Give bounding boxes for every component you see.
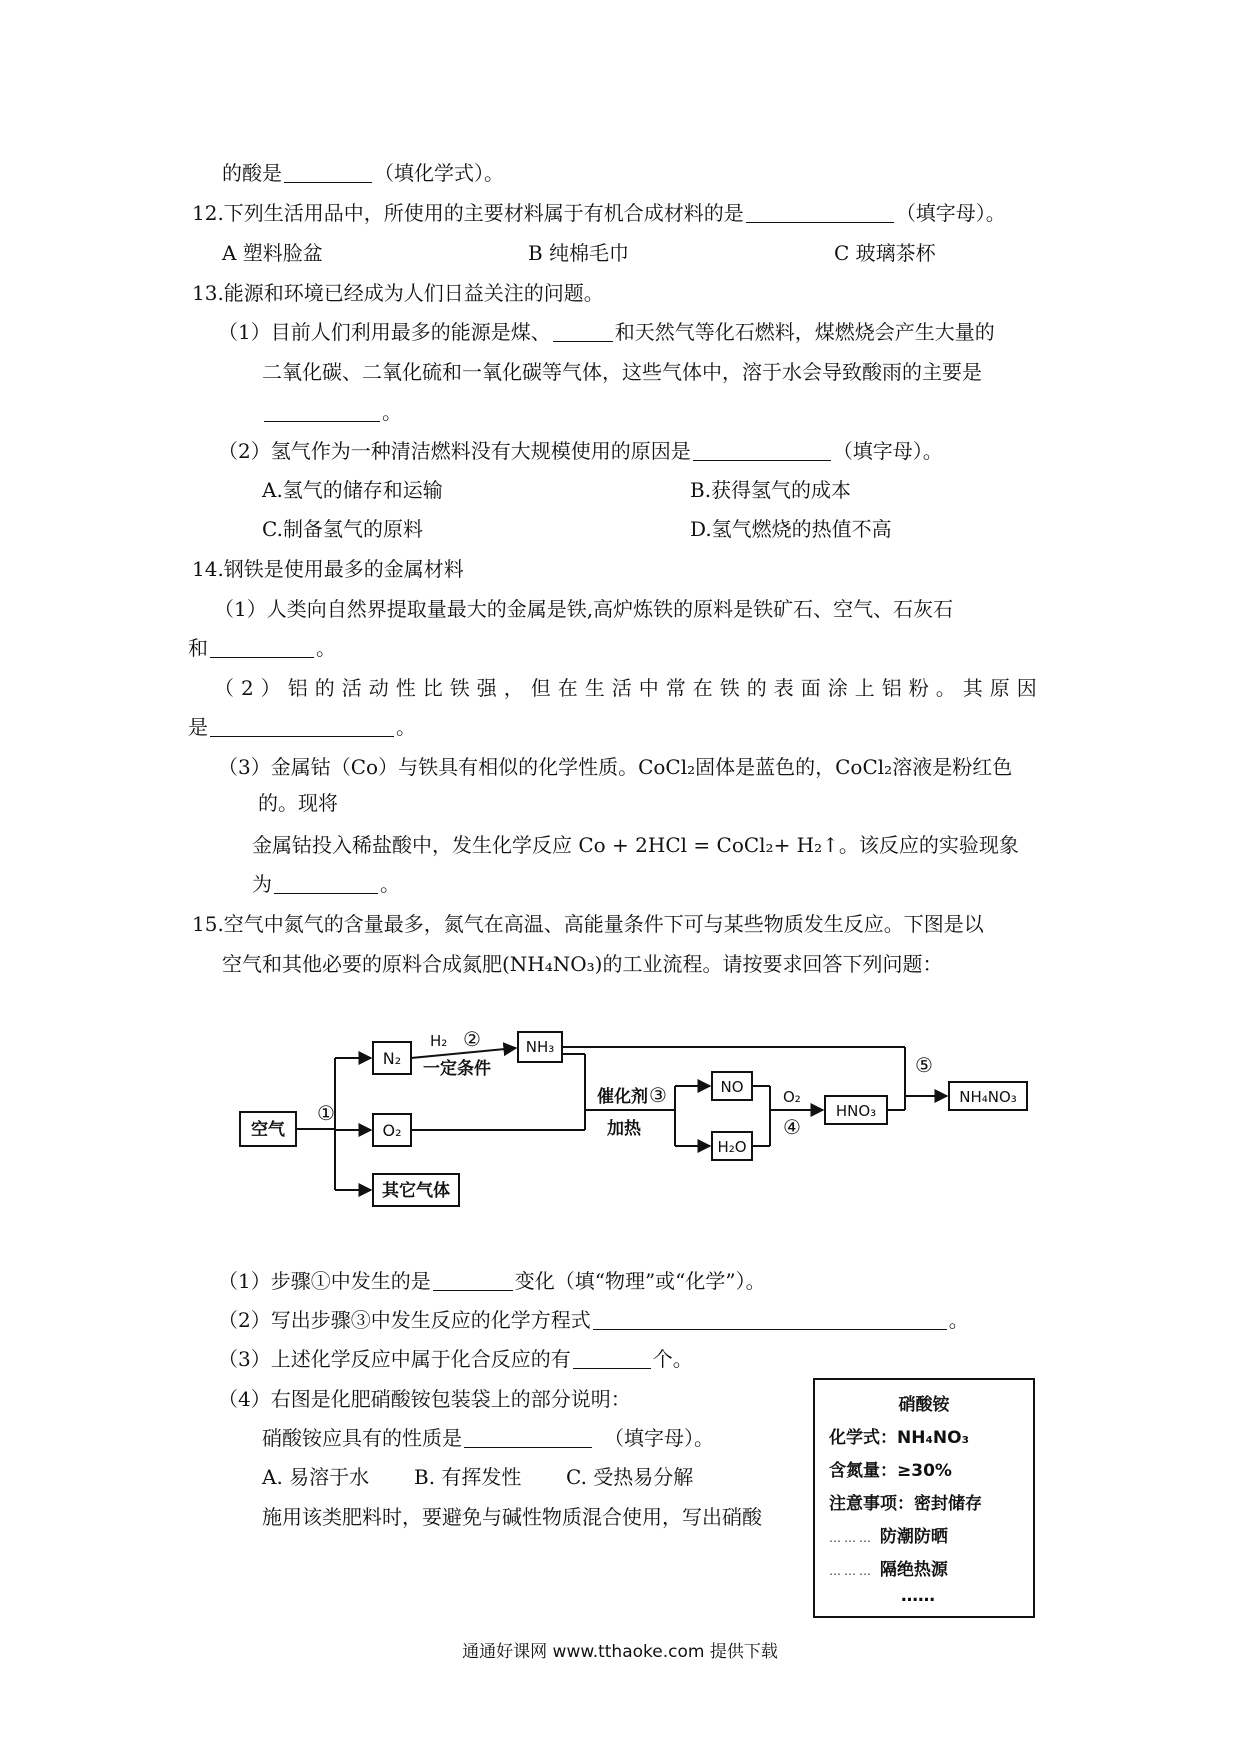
label-formula: 化学式：NH₄NO₃ bbox=[829, 1428, 970, 1448]
step2-marker: ② bbox=[463, 1027, 481, 1051]
q15-sub4: （4）右图是化肥硝酸铵包装袋上的部分说明： bbox=[218, 1387, 631, 1411]
answer-blank[interactable] bbox=[553, 321, 613, 342]
other-gas-label: 其它气体 bbox=[382, 1181, 450, 1201]
label-note-1: ……… 防潮防晒 bbox=[829, 1527, 948, 1547]
nh4no3-label: NH₄NO₃ bbox=[959, 1088, 1017, 1106]
fertilizer-label-box bbox=[813, 1378, 1035, 1618]
q13-option-c: C.制备氢气的原料 bbox=[262, 517, 423, 541]
step3-marker: ③ bbox=[649, 1083, 667, 1107]
q14-part1-line2: 和 。 bbox=[188, 636, 336, 660]
q13-part1-line3: 。 bbox=[262, 399, 402, 425]
q13-option-d: D.氢气燃烧的热值不高 bbox=[690, 517, 892, 541]
q13-option-b: B.获得氢气的成本 bbox=[690, 478, 852, 502]
q15-stem-line1: 15.空气中氮气的含量最多，氮气在高温、高能量条件下可与某些物质发生反应。下图是以 bbox=[192, 912, 984, 936]
heat-label: 加热 bbox=[607, 1119, 641, 1139]
q15-stem-line2: 空气和其他必要的原料合成氮肥(NH₄NO₃)的工业流程。请按要求回答下列问题： bbox=[222, 952, 943, 976]
no-label: NO bbox=[720, 1078, 744, 1096]
process-flow-diagram bbox=[235, 1022, 1055, 1212]
label-notes-heading: 注意事项：密封储存 bbox=[829, 1494, 982, 1514]
catalyst-label: 催化剂 bbox=[597, 1087, 648, 1107]
q15-option-a: A. 易溶于水 bbox=[262, 1465, 370, 1489]
q14-part3-line3: 金属钴投入稀盐酸中，发生化学反应 Co + 2HCl = CoCl₂+ H₂↑。该反应的实验现象 bbox=[252, 833, 1019, 857]
q15-sub4-extra: 施用该类肥料时，要避免与碱性物质混合使用，写出硝酸 bbox=[262, 1505, 762, 1529]
q15-sub1: （1）步骤①中发生的是 变化（填“物理”或“化学”）。 bbox=[218, 1269, 766, 1293]
q14-part3-line1: （3）金属钴（Co）与铁具有相似的化学性质。CoCl₂固体是蓝色的，CoCl₂溶液是粉红色 bbox=[218, 755, 1013, 779]
q14-part2-line2: 是 。 bbox=[188, 715, 416, 739]
q11-tail: 的酸是 （填化学式）。 bbox=[222, 161, 504, 185]
q14-part1-line1: （1）人类向自然界提取量最大的金属是铁,高炉炼铁的原料是铁矿石、空气、石灰石 bbox=[214, 597, 954, 621]
answer-blank[interactable] bbox=[284, 162, 372, 183]
answer-blank[interactable] bbox=[264, 401, 380, 422]
q15-sub3: （3）上述化学反应中属于化合反应的有 个。 bbox=[218, 1347, 693, 1371]
q12-option-a: A 塑料脸盆 bbox=[222, 241, 323, 265]
page-footer: 通通好课网 www.tthaoke.com 提供下载 bbox=[462, 1642, 778, 1662]
q12-option-c: C 玻璃茶杯 bbox=[834, 241, 936, 265]
q14-part2-line1: （2）铝的活动性比铁强，但在生活中常在铁的表面涂上铝粉。其原因 bbox=[214, 676, 1044, 700]
q15-option-b: B. 有挥发性 bbox=[414, 1465, 522, 1489]
hno3-label: HNO₃ bbox=[835, 1102, 877, 1120]
q14-part3-line4: 为 。 bbox=[252, 872, 400, 896]
q12-stem: 12.下列生活用品中，所使用的主要材料属于有机合成材料的是 （填字母）。 bbox=[192, 201, 1006, 225]
q13-part1-line1: （1）目前人们利用最多的能源是煤、 和天然气等化石燃料，煤燃烧会产生大量的 bbox=[218, 320, 995, 344]
q15-option-c: C. 受热易分解 bbox=[566, 1465, 694, 1489]
q13-stem: 13.能源和环境已经成为人们日益关注的问题。 bbox=[192, 281, 604, 305]
answer-blank[interactable] bbox=[573, 1348, 651, 1369]
h2-label: H₂ bbox=[430, 1032, 448, 1050]
answer-blank[interactable] bbox=[210, 716, 394, 737]
n2-label: N₂ bbox=[382, 1049, 402, 1068]
q15-sub2: （2）写出步骤③中发生反应的化学方程式 。 bbox=[218, 1308, 969, 1332]
label-title: 硝酸铵 bbox=[898, 1395, 950, 1415]
air-label: 空气 bbox=[251, 1120, 285, 1140]
answer-blank[interactable] bbox=[464, 1427, 592, 1448]
q14-stem: 14.钢铁是使用最多的金属材料 bbox=[192, 557, 464, 581]
answer-blank[interactable] bbox=[693, 440, 831, 461]
condition-label: 一定条件 bbox=[423, 1059, 491, 1079]
step5-marker: ⑤ bbox=[915, 1053, 933, 1077]
o2-reagent-label: O₂ bbox=[783, 1088, 801, 1106]
q13-part2: （2）氢气作为一种清洁燃料没有大规模使用的原因是 （填字母）。 bbox=[218, 439, 943, 463]
label-more: …… bbox=[901, 1586, 935, 1606]
answer-blank[interactable] bbox=[746, 202, 894, 223]
nh3-label: NH₃ bbox=[525, 1038, 555, 1056]
q13-option-a: A.氢气的储存和运输 bbox=[262, 478, 443, 502]
step4-marker: ④ bbox=[783, 1115, 801, 1139]
q15-sub4-question: 硝酸铵应具有的性质是 （填字母）。 bbox=[262, 1426, 714, 1450]
answer-blank[interactable] bbox=[593, 1309, 947, 1330]
h2o-label: H₂O bbox=[717, 1138, 747, 1156]
answer-blank[interactable] bbox=[274, 873, 378, 894]
step1-marker: ① bbox=[317, 1101, 335, 1125]
answer-blank[interactable] bbox=[433, 1270, 513, 1291]
label-note-2: ……… 隔绝热源 bbox=[829, 1560, 948, 1580]
q13-part1-line2: 二氧化碳、二氧化硫和一氧化碳等气体，这些气体中，溶于水会导致酸雨的主要是 bbox=[262, 360, 982, 384]
o2-label: O₂ bbox=[382, 1121, 402, 1140]
q14-part3-line2: 的。现将 bbox=[258, 791, 338, 815]
answer-blank[interactable] bbox=[210, 637, 314, 658]
q12-option-b: B 纯棉毛巾 bbox=[528, 241, 630, 265]
label-nitrogen-content: 含氮量：≥30% bbox=[829, 1461, 952, 1481]
